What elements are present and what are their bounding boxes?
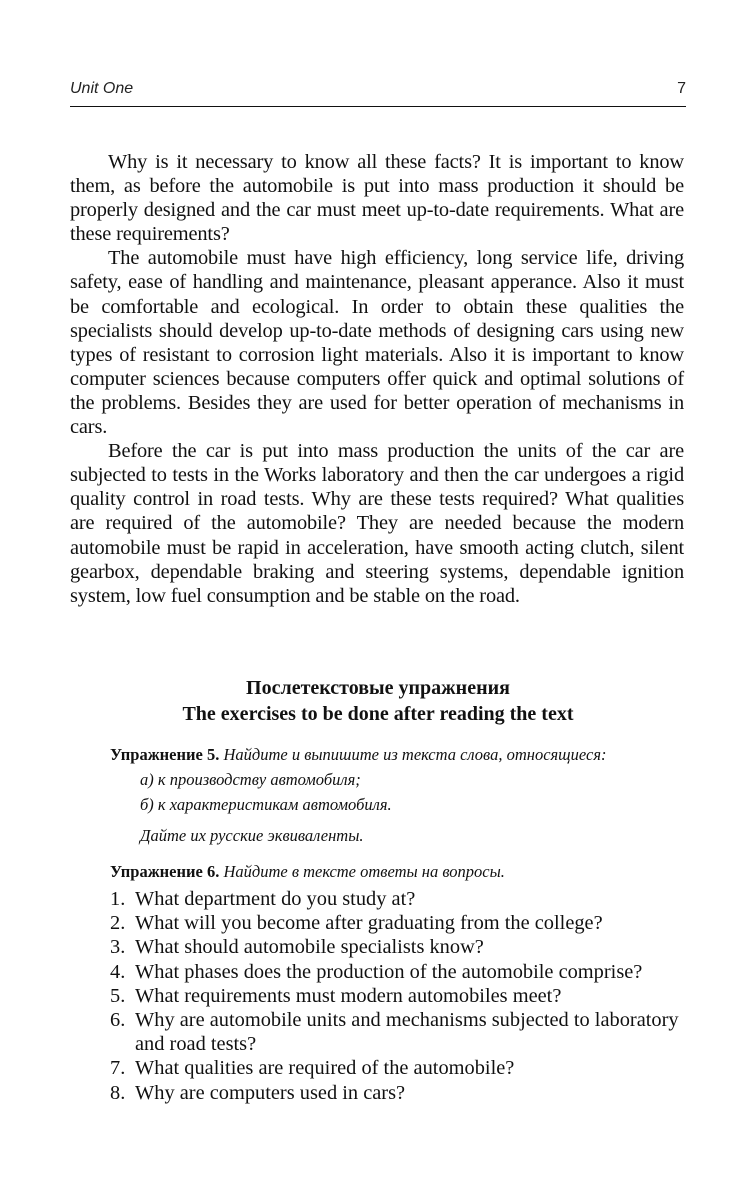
question-text: What department do you study at?: [135, 888, 416, 910]
exercise-task: Найдите в тексте ответы на вопросы.: [223, 862, 505, 881]
exercise-5: [110, 742, 710, 848]
question-number: 1.: [110, 888, 126, 910]
unit-title: Unit One: [70, 80, 134, 97]
question-text: Why are computers used in cars?: [135, 1081, 406, 1104]
section-title-en: The exercises to be done after reading the text: [182, 703, 574, 725]
exercise-task: Найдите и выпишите из текста слова, относящиеся:: [223, 745, 607, 764]
question-number: 4.: [110, 960, 126, 983]
exercise-label: Упражнение 6.: [110, 862, 220, 881]
question-text: Why are automobile units and mechanisms subjected to laboratory and road tests?: [135, 1009, 679, 1056]
header-rule: [70, 106, 686, 107]
question-text: What qualities are required of the automobile?: [135, 1057, 515, 1080]
exercise-5-item: б) к характеристикам автомобиля.: [140, 795, 392, 814]
question-item: [110, 935, 688, 959]
question-item: [110, 1081, 688, 1105]
question-list: [110, 887, 688, 1105]
paragraph: Before the car is put into mass production the units of the car are subjected to tests in the Works laboratory and then the car undergoes a rigid quality control in road tests. Why are these tests required? What qualities are required of the automobile? They are needed because the modern automobile must be rapid in acceleration, have smooth acting clutch, silent gearbox, dependable braking and steering systems, dependable ignition system, low fuel consumption and be stable on the road.: [70, 440, 684, 607]
paragraph: Why is it necessary to know all these facts? It is important to know them, as before the automobile is put into mass production it should be properly designed and the car must meet up-to-date requirements. What are these requirements?: [70, 151, 684, 246]
exercise-label: Упражнение 5.: [110, 745, 220, 764]
question-text: What will you become after graduating from the college?: [135, 912, 603, 935]
exercise-5-item: а) к производству автомобиля;: [140, 770, 361, 789]
question-number: 7.: [110, 1057, 126, 1080]
question-number: 5.: [110, 984, 126, 1007]
exercise-6: [110, 860, 710, 884]
question-text: What requirements must modern automobiles meet?: [135, 984, 562, 1007]
question-number: 3.: [110, 936, 126, 959]
question-number: 2.: [110, 912, 126, 935]
question-text: What phases does the production of the automobile comprise?: [135, 960, 643, 983]
question-text: What should automobile specialists know?: [135, 936, 484, 959]
body-text: [70, 150, 684, 608]
question-item: [110, 911, 688, 935]
exercise-5-instruction: [110, 742, 710, 767]
exercise-5-note: Дайте их русские эквиваленты.: [140, 826, 364, 845]
question-number: 6.: [110, 1009, 126, 1032]
question-item: [110, 960, 688, 984]
question-number: 8.: [110, 1081, 126, 1104]
paragraph: The automobile must have high efficiency, long service life, driving safety, ease of handling and maintenance, pleasant apperance. Also it must be comfortable and ecological. In order to obtain these qualities the specialists should develop up-to-date methods of designing cars using new types of resistant to corrosion light materials. Also it is important to know computer sciences because computers offer quick and optimal solutions of the problems. Besides they are used for better operation of mechanisms in cars.: [70, 247, 684, 439]
page-number: 7: [677, 80, 686, 97]
running-head: [70, 80, 686, 102]
question-item: [110, 984, 688, 1008]
question-item: [110, 1056, 688, 1080]
section-title-ru: Послетекстовые упражнения: [246, 677, 510, 699]
question-item: [110, 887, 688, 911]
question-item: [110, 1008, 688, 1056]
section-heading: [70, 675, 686, 727]
